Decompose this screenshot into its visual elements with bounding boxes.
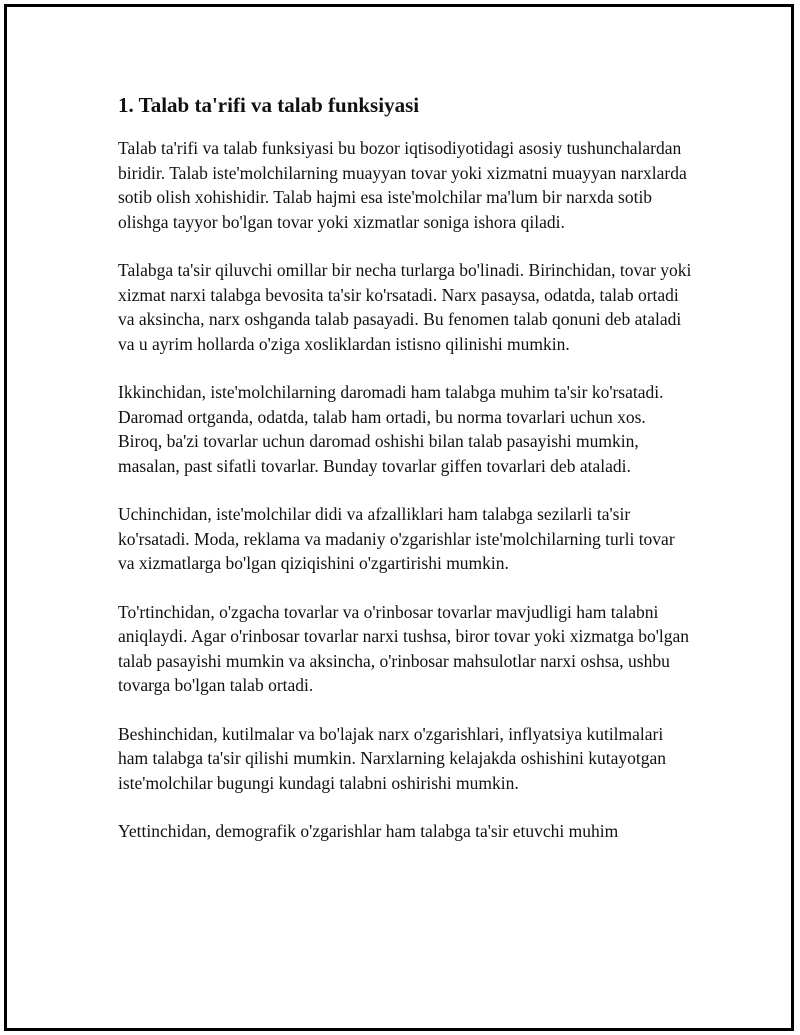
paragraph-price-factor: Talabga ta'sir qiluvchi omillar bir necha turlarga bo'linadi. Birinchidan, tovar yoki xizmat narxi talabga bevosita ta'sir ko'rsatadi. Narx pasaysa, odatda, talab ortadi va aksincha, narx oshganda talab pasayadi. Bu fenomen talab qonuni deb ataladi va u ayrim hollarda o'ziga xosliklardan istisno qilinishi mumkin. — [118, 260, 692, 354]
document-body — [118, 92, 693, 868]
paragraph-expectations-factor: Beshinchidan, kutilmalar va bo'lajak narx o'zgarishlari, inflyatsiya kutilmalari ham talabga ta'sir qilishi mumkin. Narxlarning kelajakda oshishini kutayotgan iste'molchilar bugungi kundagi talabni oshirishi mumkin. — [118, 723, 666, 793]
paragraph-income-factor: Ikkinchidan, iste'molchilarning daromadi ham talabga muhim ta'sir ko'rsatadi. Daromad ortganda, odatda, talab ham ortadi, bu norma tovarlari uchun xos. Biroq, ba'zi tovarlar uchun daromad oshishi bilan talab pasayishi mumkin, masalan, past sifatli tovarlar. Bunday tovarlar giffen tovarlari deb ataladi. — [118, 382, 664, 476]
paragraph-definition: Talab ta'rifi va talab funksiyasi bu bozor iqtisodiyotidagi asosiy tushunchalardan biridir. Talab iste'molchilarning muayyan tovar yoki xizmatni muayyan narxlarda sotib olish xohishidir. Talab hajmi esa iste'molchilar ma'lum bir narxda sotib olishga tayyor bo'lgan tovar yoki xizmatlar soniga ishora qiladi. — [118, 138, 687, 232]
section-heading: 1. Talab ta'rifi va talab funksiyasi — [118, 93, 420, 117]
paragraph-demographic-factor: Yettinchidan, demografik o'zgarishlar ham talabga ta'sir etuvchi muhim — [118, 821, 619, 842]
paragraph-tastes-factor: Uchinchidan, iste'molchilar didi va afzalliklari ham talabga sezilarli ta'sir ko'rsatadi. Moda, reklama va madaniy o'zgarishlar iste'molchilarning turli tovar va xizmatlarga bo'lgan qiziqishini o'zgartirishi mumkin. — [118, 504, 675, 574]
paragraph-substitutes-factor: To'rtinchidan, o'zgacha tovarlar va o'rinbosar tovarlar mavjudligi ham talabni aniqlaydi. Agar o'rinbosar tovarlar narxi tushsa, biror tovar yoki xizmatga bo'lgan talab pasayishi mumkin va aksincha, o'rinbosar mahsulotlar narxi oshsa, ushbu tovarga bo'lgan talab ortadi. — [118, 601, 690, 696]
